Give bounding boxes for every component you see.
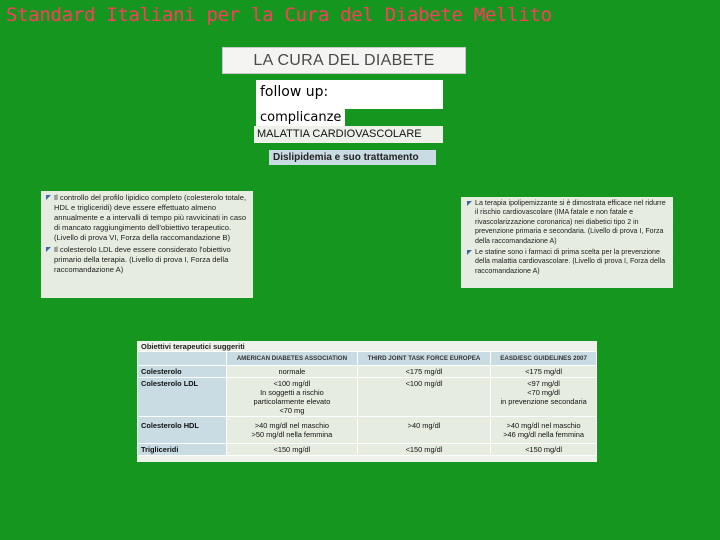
- table-cell: >40 mg/dl nel maschio >50 mg/dl nella femmina: [227, 417, 358, 444]
- targets-table-box: [137, 341, 597, 462]
- complicanze-label: complicanze: [256, 109, 345, 126]
- table-cell: <150 mg/dl: [491, 444, 597, 456]
- table-row: [138, 378, 597, 417]
- row-label: Colesterolo HDL: [138, 417, 227, 444]
- bullet-triangle-icon: [467, 201, 472, 206]
- banner-text: LA CURA DEL DIABETE: [253, 51, 435, 69]
- table-cell: <175 mg/dl: [357, 366, 490, 378]
- table-cell: >40 mg/dl nel maschio >46 mg/dl nella femmina: [491, 417, 597, 444]
- right-recommendation-panel: [461, 197, 673, 288]
- row-label: Colesterolo: [138, 366, 227, 378]
- table-row: [138, 417, 597, 444]
- table-cell: <150 mg/dl: [227, 444, 358, 456]
- table-header-row: [138, 352, 597, 366]
- table-row: [138, 366, 597, 378]
- recommendation-paragraph: La terapia ipolipemizzante si è dimostrata efficace nel ridurre il rischio cardiovascolare (IMA fatale e non fatale e rivascolarizzazione coronarica) nei diabetici tipo 2 in prevenzione primaria e secondaria. (Livello di prova I, Forza della raccomandazione A): [467, 199, 669, 246]
- recommendation-paragraph: Le statine sono i farmaci di prima scelta per la prevenzione della malattia cardiovascolare. (Livello di prova I, Forza della raccomandazione A): [467, 248, 669, 276]
- banner-la-cura-del-diabete: [222, 47, 466, 74]
- table-title: Obiettivi terapeutici suggeriti: [141, 342, 245, 351]
- row-label: Trigliceridi: [138, 444, 227, 456]
- targets-table: [137, 351, 597, 456]
- section-header: MALATTIA CARDIOVASCOLARE: [254, 126, 443, 143]
- row-label: Colesterolo LDL: [138, 378, 227, 417]
- followup-label: follow up:: [256, 80, 443, 109]
- slide-title: Standard Italiani per la Cura del Diabete Mellito: [6, 4, 552, 26]
- bullet-triangle-icon: [46, 195, 51, 200]
- table-cell: normale: [227, 366, 358, 378]
- table-cell: <175 mg/dl: [491, 366, 597, 378]
- left-recommendation-panel: [41, 191, 253, 298]
- subsection-header: Dislipidemia e suo trattamento: [269, 150, 436, 165]
- table-cell: >40 mg/dl: [357, 417, 490, 444]
- column-header: THIRD JOINT TASK FORCE EUROPEA: [357, 352, 490, 366]
- table-cell: <97 mg/dl <70 mg/dl in prevenzione secondaria: [491, 378, 597, 417]
- column-header: [138, 352, 227, 366]
- table-cell: <150 mg/dl: [357, 444, 490, 456]
- table-row: [138, 444, 597, 456]
- column-header: AMERICAN DIABETES ASSOCIATION: [227, 352, 358, 366]
- bullet-triangle-icon: [467, 250, 472, 255]
- table-cell: <100 mg/dl: [357, 378, 490, 417]
- column-header: EASD/ESC GUIDELINES 2007: [491, 352, 597, 366]
- recommendation-paragraph: Il controllo del profilo lipidico completo (colesterolo totale, HDL e trigliceridi) deve essere effettuato almeno annualmente e a intervalli di tempo più ravvicinati in caso di mancato raggiungimento dell'obiettivo terapeutico. (Livello di prova VI, Forza della raccomandazione B): [46, 193, 249, 243]
- bullet-triangle-icon: [46, 247, 51, 252]
- table-cell: <100 mg/dl In soggetti a rischio particolarmente elevato <70 mg: [227, 378, 358, 417]
- recommendation-paragraph: Il colesterolo LDL deve essere considerato l'obiettivo primario della terapia. (Livello di prova I, Forza della raccomandazione A): [46, 245, 249, 275]
